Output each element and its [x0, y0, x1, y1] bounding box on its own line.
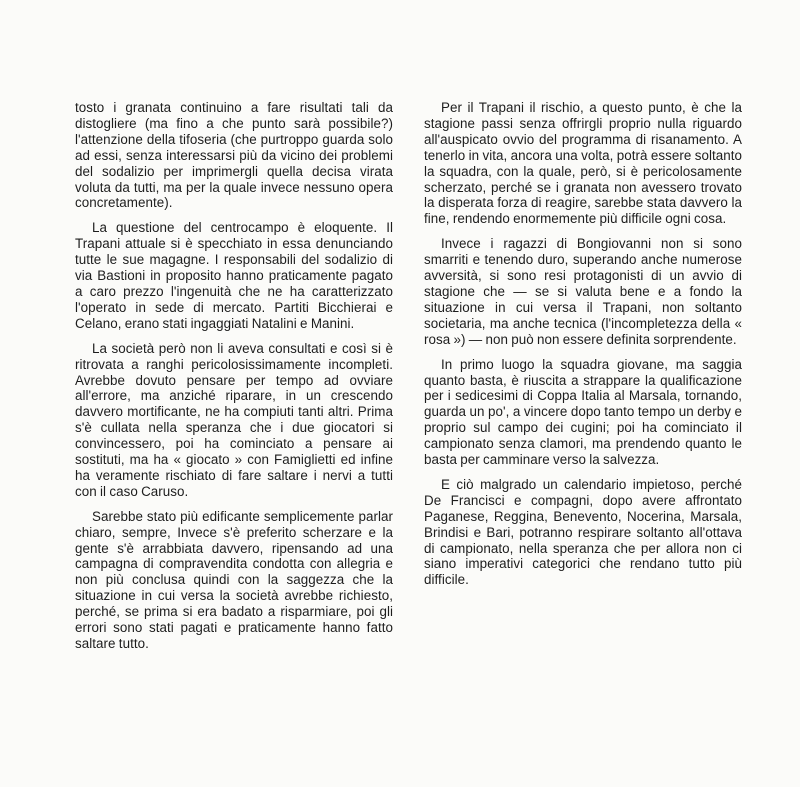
paragraph: In primo luogo la squadra giovane, ma saggia quanto basta, è riuscita a strappare la qualificazione per i sedicesimi di Coppa Italia al Marsala, tornando, guarda un po', a vincere dopo tanto tempo un derby e proprio sul campo dei cugini; poi ha cominciato il campionato senza clamori, ma prendendo quanto le basta per camminare verso la salvezza.	[424, 356, 742, 468]
paragraph: Sarebbe stato più edificante semplicemente parlar chiaro, sempre, Invece s'è preferito scherzare e la gente s'è arrabbiata davvero, ripensando ad una campagna di compravendita condotta con allegria e non più conclusa quindi con la saggezza che la situazione in cui versa la società avrebbe richiesto, perché, se prima si era badato a risparmiare, poi gli errori sono stati pagati e praticamente hanno fatto saltare tutto.	[75, 508, 393, 651]
paragraph: E ciò malgrado un calendario impietoso, perché De Francisci e compagni, dopo avere affrontato Paganese, Reggina, Benevento, Nocerina, Marsala, Brindisi e Bari, potranno respirare soltanto all'ottava di campionato, nella speranza che per allora non ci siano imperativi categorici che rendano tutto più difficile.	[424, 476, 742, 588]
paragraph: Per il Trapani il rischio, a questo punto, è che la stagione passi senza offrirgli proprio nulla riguardo all'auspicato ovvio del programma di risanamento. A tenerlo in vita, ancora una volta, potrà essere soltanto la squadra, con la quale, però, si è pericolosamente scherzato, perché se i granata non avessero trovato la disperata forza di reagire, sarebbe stata davvero la fine, rendendo enormemente più difficile ogni cosa.	[424, 100, 742, 227]
paragraph: La questione del centrocampo è eloquente. Il Trapani attuale si è specchiato in essa denunciando tutte le sue magagne. I responsabili del sodalizio di via Bastioni in proposito hanno praticamente pagato a caro prezzo l'ingenuità che ne ha caratterizzato l'operato in sede di mercato. Partiti Bicchierai e Celano, erano stati ingaggiati Natalini e Manini.	[75, 220, 393, 331]
paragraph: Invece i ragazzi di Bongiovanni non si sono smarriti e tenendo duro, superando anche numerose avversità, si sono resi protagonisti di un avvio di stagione che — se si valuta bene e a fondo la situazione in cui versa il Trapani, non soltanto societaria, ma anche tecnica (l'incompletezza della « rosa ») — non può non essere definita sorprendente.	[424, 236, 742, 347]
left-text-column	[75, 100, 393, 661]
paragraph: tosto i granata continuino a fare risultati tali da distogliere (ma fino a che punto sarà possibile?) l'attenzione della tifoseria (che purtroppo guarda solo ad essi, senza interessarsi più da vicino dei problemi del sodalizio per imprimergli quella decisa virata voluta da tutti, ma per la quale invece nessuno opera concretamente).	[75, 100, 393, 211]
paragraph: La società però non li aveva consultati e così si è ritrovata a ranghi pericolosissimamente incompleti. Avrebbe dovuto pensare per tempo ad ovviare all'errore, ma anziché riparare, in un crescendo davvero mortificante, ne ha compiuti tanti altri. Prima s'è cullata nella speranza che i due giocatori si convincessero, poi ha cominciato a pensare ai sostituti, ma ha « giocato » con Famiglietti ed infine ha veramente rischiato di fare saltare i nervi a tutti con il caso Caruso.	[75, 340, 393, 499]
right-text-column	[424, 100, 742, 597]
